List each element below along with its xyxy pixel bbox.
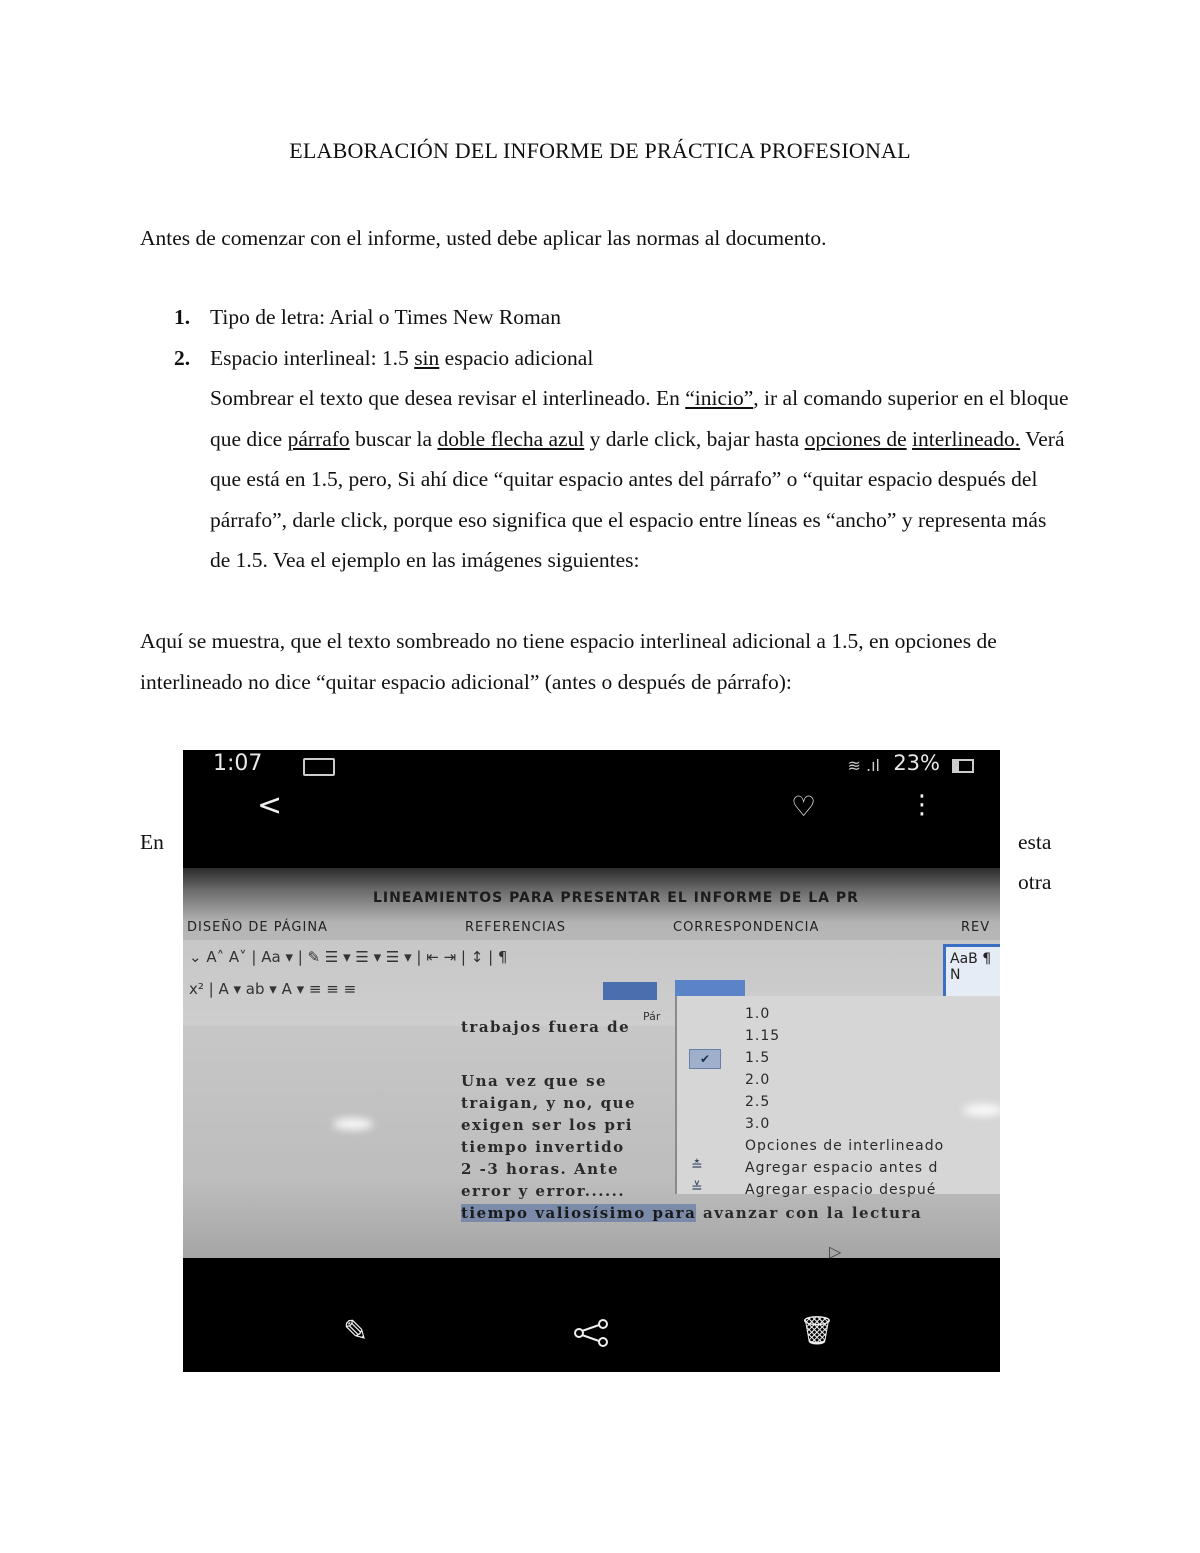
heart-icon[interactable]: ♡: [791, 790, 817, 823]
norms-list: [140, 297, 1070, 581]
underlined-word: sin: [414, 345, 440, 370]
underlined-term: doble flecha azul: [437, 426, 585, 451]
menu-item: 3.0: [745, 1116, 771, 1132]
sd-card-icon: [303, 758, 335, 776]
menu-item: Agregar espacio despué: [745, 1182, 937, 1198]
list-number: 2.: [174, 345, 191, 370]
menu-item-selected: 1.5: [745, 1050, 771, 1066]
instructions-paragraph: [210, 378, 1070, 581]
photo-body-line: traigan, y no, que: [461, 1094, 637, 1112]
document-title: ELABORACIÓN DEL INFORME DE PRÁCTICA PROFESIONAL: [289, 138, 911, 163]
menu-item: 2.0: [745, 1072, 771, 1088]
list-item: [140, 338, 1070, 581]
photo-body-line: exigen ser los pri: [461, 1116, 633, 1134]
menu-item: 1.0: [745, 1006, 771, 1022]
gallery-app-bar: [183, 788, 1000, 828]
check-icon: ✔: [689, 1049, 721, 1069]
underlined-term: “inicio”: [685, 386, 754, 410]
instructions-text: , ir al comando superior en el bloque que dice: [210, 386, 1069, 451]
styles-gallery: AaB ¶ N: [943, 944, 1000, 1002]
instructions-text: Verá que está en 1.5, pero, Si ahí dice “quitar espacio antes del párrafo” o “quitar espacio después del párrafo”, darle click, porque eso significa que el espacio entre líneas es “ancho” y representa más de 1.5. Vea el ejemplo en las imágenes siguientes:: [210, 426, 1065, 572]
underlined-term: opciones de: [804, 426, 907, 451]
photo-of-word-screen: [183, 868, 1000, 1258]
photo-body-line: tiempo invertido: [461, 1138, 625, 1156]
status-bar: [183, 750, 1000, 782]
instructions-text: buscar la: [349, 426, 438, 451]
underlined-term: interlineado.: [912, 426, 1021, 451]
photo-ribbon-row: x² | A ▾ ab ▾ A ▾ ≡ ≡ ≡: [189, 980, 357, 998]
instructions-text: Sombrear el texto que desea revisar el interlineado. En: [210, 386, 686, 410]
photo-ribbon-tabs: [183, 916, 1000, 938]
menu-item: Opciones de interlineado: [745, 1138, 945, 1154]
line-spacing-dropdown: [675, 996, 1000, 1198]
photo-body-line: error y error......: [461, 1182, 626, 1200]
side-word-left: En: [140, 830, 164, 854]
space-before-icon: ≛: [691, 1158, 703, 1174]
list-number: 1.: [174, 305, 191, 329]
list-item: [140, 297, 1070, 338]
back-arrow-icon[interactable]: <: [257, 788, 283, 823]
battery-icon: [952, 759, 974, 773]
list-item-text-after: espacio adicional: [439, 345, 594, 370]
light-glare: [333, 1118, 373, 1130]
battery-percent: 23%: [893, 751, 940, 775]
gallery-bottom-bar: [183, 1310, 1000, 1370]
more-vert-icon[interactable]: ⋮: [909, 790, 935, 820]
justify-button: [603, 982, 657, 1000]
highlighted-text: tiempo valiosísimo para: [461, 1204, 697, 1222]
side-word-right: esta: [1018, 830, 1052, 854]
side-word-right: otra: [1018, 870, 1052, 894]
example-paragraph: Aquí se muestra, que el texto sombreado no tiene espacio interlineal adicional a 1.5, en opciones de interlineado no dice “quitar espacio adicional” (antes o después de párrafo):: [140, 629, 997, 694]
list-item-text-before: Espacio interlineal: 1.5: [210, 345, 415, 370]
photo-line-rest: avanzar con la lectura: [696, 1204, 923, 1222]
trash-icon[interactable]: 🗑: [799, 1314, 835, 1347]
photo-body-line: Una vez que se: [461, 1072, 608, 1090]
phone-screenshot: [183, 750, 1000, 1372]
instructions-text: y darle click, bajar hasta: [584, 426, 805, 451]
paragraph-group-label: Pár: [643, 1010, 661, 1023]
underlined-term: párrafo: [287, 426, 350, 451]
menu-item: Agregar espacio antes d: [745, 1160, 939, 1176]
signal-icon: ≋ .ıl: [847, 756, 880, 775]
menu-item: 2.5: [745, 1094, 771, 1110]
photo-ribbon-row: ⌄ A˄ A˅ | Aa ▾ | ✎ ☰ ▾ ☰ ▾ ☰ ▾ | ⇤ ⇥ | ↕ | ¶: [189, 948, 508, 966]
photo-tab: REFERENCIAS: [465, 920, 566, 935]
share-icon[interactable]: [571, 1318, 611, 1348]
photo-document-heading: LINEAMIENTOS PARA PRESENTAR EL INFORME DE LA PR: [373, 890, 859, 906]
photo-tab: REV: [961, 920, 991, 935]
status-time: 1:07: [213, 751, 263, 776]
photo-body-line: trabajos fuera de: [461, 1018, 631, 1036]
mouse-cursor-icon: ▷: [829, 1242, 842, 1258]
photo-tab: DISEÑO DE PÁGINA: [187, 920, 328, 935]
menu-item: 1.15: [745, 1028, 781, 1044]
space-after-icon: ≚: [691, 1180, 703, 1196]
light-glare: [963, 1104, 1000, 1116]
photo-tab: CORRESPONDENCIA: [673, 920, 820, 935]
photo-body-line: 2 -3 horas. Ante: [461, 1160, 619, 1178]
list-item-text: Tipo de letra: Arial o Times New Roman: [210, 305, 561, 329]
edit-pencil-icon[interactable]: ✎: [343, 1314, 369, 1349]
photo-highlighted-line: [461, 1204, 922, 1222]
intro-paragraph: Antes de comenzar con el informe, usted debe aplicar las normas al documento.: [140, 226, 827, 250]
